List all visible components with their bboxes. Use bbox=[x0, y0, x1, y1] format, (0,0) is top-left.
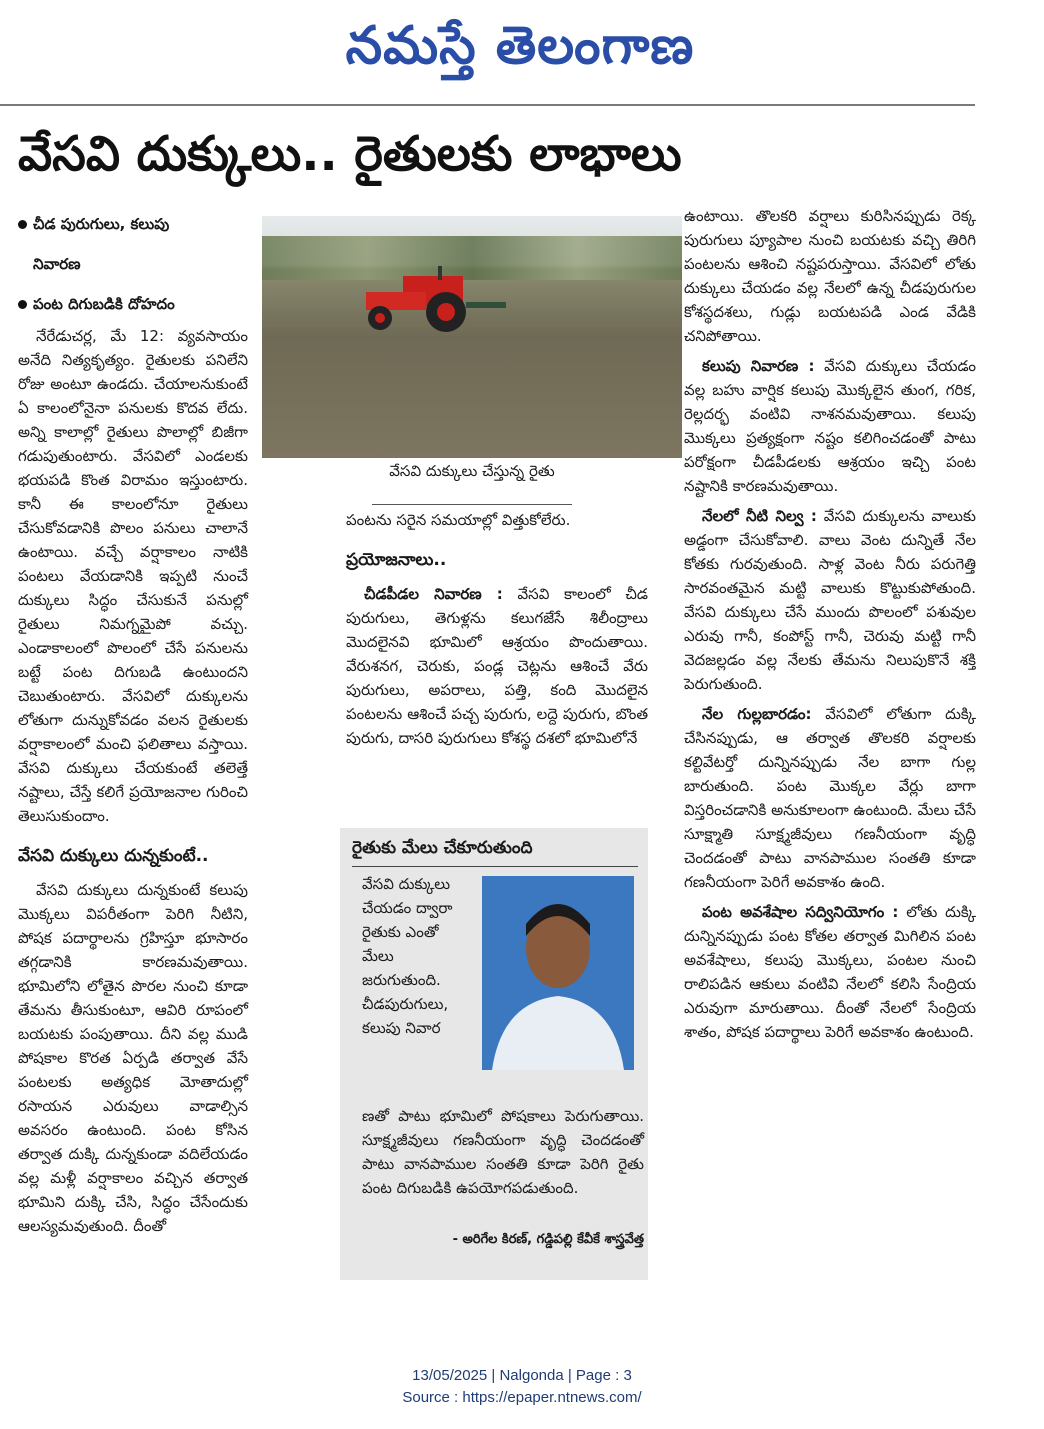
footer-date-edition: 13/05/2025 | Nalgonda | Page : 3 bbox=[412, 1367, 632, 1384]
column-middle bbox=[346, 508, 648, 750]
box-title: రైతుకు మేలు చేకూరుతుంది bbox=[352, 838, 533, 858]
box-text-top: వేసవి దుక్కులు చేయడం ద్వారా రైతుకు ఎంతో మేలు జరుగుతుంది. చీడపురుగులు, కలుపు నివార bbox=[362, 875, 453, 1037]
intro-paragraph: నేరేడుచర్ల, మే 12: వ్యవసాయం అనేది నిత్యకృత్యం. రైతులకు పనిలేని రోజు అంటూ ఉండదు. చేయాలనుకుంటే ఏ కాలంలోనైనా పనులకు కొదవ లేదు. అన్ని కాలాల్లో రైతులు పొలాల్లో బిజీగా గడుపుతుంటారు. వేసవిలో ఎండలకు భయపడి కొంత విరామం ఇస్తుంటారు. కానీ ఈ కాలంలోనూ రైతులు చేసుకోవడానికి పొలం పనులు చాలానే ఉంటాయి. వచ్చే వర్షాకాలం నాటికి పంటలు వేయడానికి ఇప్పటి నుంచే దుక్కులు సిద్ధం చేసుకునే పనుల్లో రైతులు నిమగ్నమైపో వచ్చు. ఎండాకాలంలో పొలంలో చేసే పనులను బట్టే పంట దిగుబడి ఉంటుందని చెబుతుంటారు. వేసవిలో దుక్కులను లోతుగా దున్నుకోవడం వలన రైతులకు వర్షాకాలంలో మంచి ఫలితాలు వస్తాయి. వేసవి దుక్కులు చేయకుంటే తలెత్తే నష్టాలు, చేస్తే కలిగే ప్రయోజనాల గురించి తెలుసుకుందాం. bbox=[18, 327, 248, 825]
box-text: ణతో పాటు భూమిలో పోషకాలు పెరుగుతాయి. సూక్ష్మజీవులు గణనీయంగా వృద్ధి చెందడంతో పాటు వానపాముల సంతతి కూడా పెరిగి రైతు పంట దిగుబడికి ఉపయోగపడుతుంది. bbox=[362, 1107, 644, 1197]
bullet-icon bbox=[18, 220, 27, 229]
caption-divider bbox=[372, 504, 572, 505]
crop-residue-paragraph: పంట అవశేషాల సద్వినియోగం : లోతు దుక్కి దున్నినప్పుడు పంట కోతల తర్వాత మిగిలిన పంట అవశేషాలు, కలుపు మొక్కలు, పంటల నుంచి రాలిపడిన ఆకులు వంటివి నేలలో కలిసి సేంద్రియ ఎరువుగా మారుతాయి. దీంతో నేలలో సేంద్రియ శాతం, పోషక పదార్థాలు పెరిగే అవకాశం ఉంటుంది. bbox=[684, 903, 976, 1041]
benefits-subhead: ప్రయోజనాలు.. bbox=[346, 550, 447, 570]
photo-caption: వేసవి దుక్కులు చేస్తున్న రైతు bbox=[389, 462, 555, 480]
page-footer bbox=[0, 1365, 1044, 1409]
masthead-logo: నమస్తే తెలంగాణ bbox=[345, 15, 695, 76]
bullet-point: పంట దిగుబడికి దోహదం bbox=[18, 284, 248, 324]
weed-control-paragraph: కలుపు నివారణ : వేసవి దుక్కులు చేయడం వల్ల బహు వార్షిక కలుపు మొక్కలైన తుంగ, గరిక, రెల్లదర్భ వంటివి నాశనమవుతాయి. కలుపు మొక్కలు ప్రత్యక్షంగా నష్టం కలిగించడంతో పాటు పరోక్షంగా చీడపీడలకు ఆశ్రయం ఇచ్చి పంట నష్టానికి కారణమవుతాయి. bbox=[684, 357, 976, 495]
expert-portrait bbox=[482, 876, 634, 1070]
tractor-photo bbox=[262, 216, 682, 458]
person-icon bbox=[482, 876, 634, 1070]
bullet-continuation: నివారణ bbox=[33, 255, 81, 273]
box-credit: - అరిగేల కిరణ్, గడ్డిపల్లి కేవీకే శాస్త్రవేత్త bbox=[452, 1232, 644, 1247]
footer-source-link[interactable]: Source : https://epaper.ntnews.com/ bbox=[402, 1389, 642, 1406]
masthead-divider bbox=[0, 104, 975, 106]
soil-loosening-paragraph: నేల గుల్లబారడం: వేసవిలో లోతుగా దుక్కి చేసినప్పుడు, ఆ తర్వాత తొలకరి వర్షాలకు కల్టివేటర్తో దున్నినప్పుడు నేల బాగా గుల్ల బారుతుంది. పంట మొక్కల వేర్లు బాగా విస్తరించడానికి అనుకూలంగా ఉంటుంది. మేలు చేసే సూక్ష్మాతి సూక్ష్మజీవులు గణనీయంగా వృద్ధి చెందడంతో పాటు వానపాముల సంతతి కూడా గణనీయంగా పెరిగే అవకాశం ఉంది. bbox=[684, 705, 976, 891]
pest-continuation-paragraph: ఉంటాయి. తొలకరి వర్షాలు కురిసినప్పుడు రెక్క పురుగులు ప్యూపాల నుంచి బయటకు వచ్చి తిరిగి పంటలను ఆశించి నష్టపరుస్తాయి. వేసవిలో లోతు దుక్కులు చేయడం వల్ల నేలలో ఉన్న చీడపురుగుల కోశస్థదశలు, గుడ్లు బయటపడి ఎండ వేడికి చనిపోతాయి. bbox=[684, 207, 976, 345]
column-right bbox=[684, 204, 976, 1044]
water-retention-paragraph: నేలలో నీటి నిల్వ : వేసవి దుక్కులను వాలుకు అడ్డంగా చేసుకోవాలి. వాలు వెంట దున్నితే నేల కోతకు గురవుతుంది. సాళ్ల వెంట నీరు పరుగెత్తి సారవంతమైన మట్టి వాలుకు కొట్టుకుపోతుంది. వేసవి దుక్కులు చేసే ముందు పొలంలో పశువుల ఎరువు గానీ, కంపోస్ట్ గానీ, చెరువు మట్టి గానీ వెదజల్లడం వల్ల నేలకు తేమను నిలుపుకొనే శక్తి పెరుగుతుంది. bbox=[684, 507, 976, 693]
body-paragraph: వేసవి దుక్కులు దున్నకుంటే కలుపు మొక్కలు విపరీతంగా పెరిగి నీటిని, పోషక పదార్థాలను గ్రహిస్తూ భూసారం తగ్గడానికి కారణమవుతాయి. భూమిలోని లోతైన పొరల నుంచి కూడా తేమను తీసుకుంటూ, ఆవిరి రూపంలో బయటకు పంపుతాయి. దీని వల్ల ముడి పోషకాల కొరత ఏర్పడి తర్వాత వేసే పంటలకు అత్యధిక మోతాదుల్లో రసాయన ఎరువులు వాడాల్సిన అవసరం ఉంటుంది. పంట కోసిన తర్వాత దుక్కి దున్నకుండా వదిలేయడం వల్ల మళ్లీ వర్షాకాలం వచ్చిన తర్వాత భూమిని దుక్కి చేసి, సిద్ధం చేసేందుకు ఆలస్యమవుతుంది. దీంతో bbox=[18, 881, 248, 1235]
continuation-text: పంటను సరైన సమయాల్లో విత్తుకోలేరు. bbox=[346, 511, 571, 529]
tractor-icon bbox=[358, 264, 508, 334]
column-left bbox=[18, 204, 248, 1238]
bullet-icon bbox=[18, 300, 27, 309]
pest-control-paragraph: చీడపీడల నివారణ : వేసవి కాలంలో చీడ పురుగులు, తెగుళ్లను కలుగజేసే శిలీంద్రాలు మొదలైనవి భూమిలో ఆశ్రయం పొందుతాయి. వేరుశనగ, చెరుకు, పండ్ల చెట్లను ఆశించే వేరు పురుగులు, అపరాలు, పత్తి, కంది మొదలైన పంటలను ఆశించే పచ్చ పురుగు, లద్దె పురుగు, బొంత పురుగు, దాసరి పురుగులు కోశస్థ దశలో భూమిలోనే bbox=[346, 585, 649, 747]
article-headline: వేసవి దుక్కులు.. రైతులకు లాభాలు bbox=[18, 126, 682, 182]
section-subhead: వేసవి దుక్కులు దున్నకుంటే.. bbox=[18, 846, 209, 866]
bullet-point: చీడ పురుగులు, కలుపు bbox=[18, 204, 248, 244]
box-divider bbox=[352, 866, 638, 867]
